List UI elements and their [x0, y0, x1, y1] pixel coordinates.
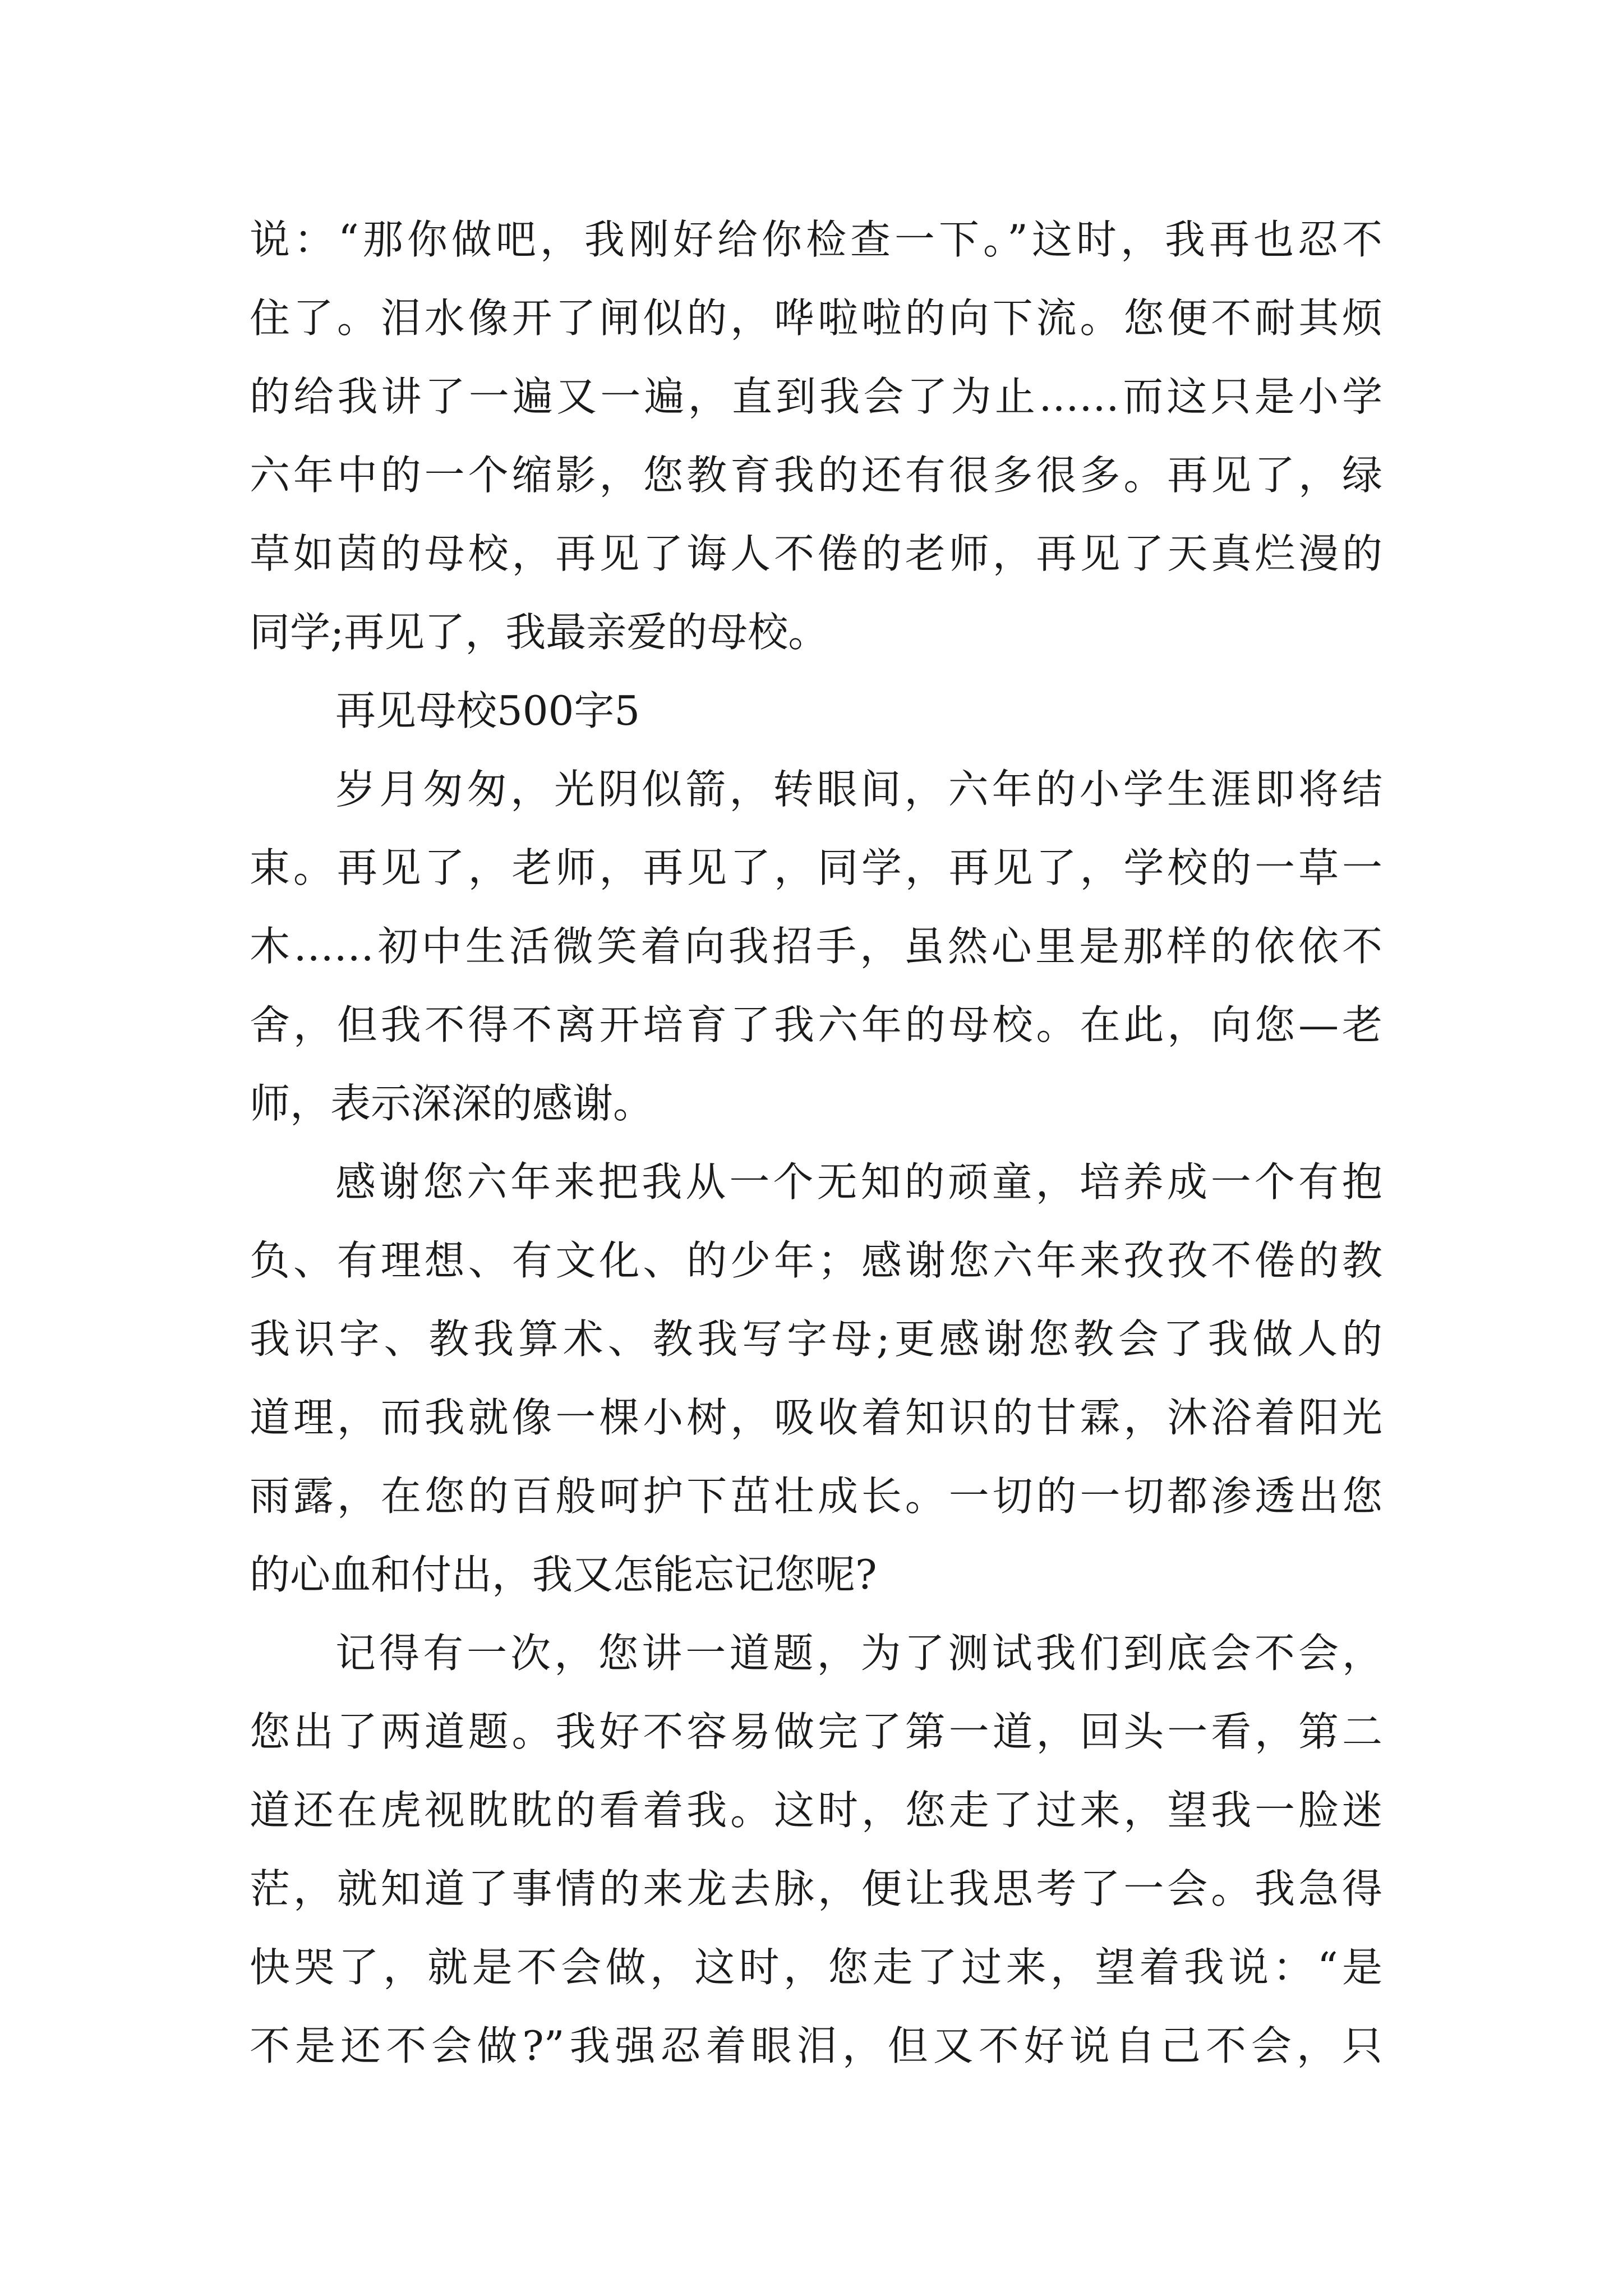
text-line-17: 雨露，在您的百般呵护下茁壮成长。一切的一切都渗透出您: [250, 1473, 1382, 1520]
text-line-12: 师，表示深深的感谢。: [250, 1080, 654, 1127]
text-line-6: 同学;再见了，我最亲爱的母校。: [250, 609, 829, 656]
text-line-13: 感谢您六年来把我从一个无知的顽童，培养成一个有抱: [335, 1158, 1382, 1205]
text-line-22: 茫，就知道了事情的来龙去脉，便让我思考了一会。我急得: [250, 1865, 1382, 1912]
text-line-19: 记得有一次，您讲一道题，为了测试我们到底会不会，: [335, 1630, 1382, 1677]
text-line-18: 的心血和付出，我又怎能忘记您呢?: [250, 1551, 877, 1598]
text-line-16: 道理，而我就像一棵小树，吸收着知识的甘霖，沐浴着阳光: [250, 1394, 1382, 1441]
text-line-23: 快哭了，就是不会做，这时，您走了过来，望着我说：“是: [250, 1944, 1382, 1991]
text-line-3: 的给我讲了一遍又一遍，直到我会了为止……而这只是小学: [250, 373, 1382, 420]
text-line-11: 舍，但我不得不离开培育了我六年的母校。在此，向您—老: [250, 1001, 1382, 1048]
text-line-15: 我识字、教我算术、教我写字母;更感谢您教会了我做人的: [250, 1315, 1382, 1363]
text-line-20: 您出了两道题。我好不容易做完了第一道，回头一看，第二: [250, 1708, 1382, 1755]
text-line-21: 道还在虎视眈眈的看着我。这时，您走了过来，望我一脸迷: [250, 1787, 1382, 1834]
text-line-14: 负、有理想、有文化、的少年；感谢您六年来孜孜不倦的教: [250, 1237, 1382, 1284]
text-line-9: 束。再见了，老师，再见了，同学，再见了，学校的一草一: [250, 844, 1382, 891]
section-heading: 再见母校500字5: [335, 687, 640, 734]
text-line-1: 说：“那你做吧，我刚好给你检查一下。”这时，我再也忍不: [250, 216, 1382, 263]
text-line-2: 住了。泪水像开了闸似的，哗啦啦的向下流。您便不耐其烦: [250, 295, 1382, 342]
text-line-5: 草如茵的母校，再见了诲人不倦的老师，再见了天真烂漫的: [250, 530, 1382, 577]
text-line-10: 木……初中生活微笑着向我招手，虽然心里是那样的依依不: [250, 923, 1382, 970]
text-line-8: 岁月匆匆，光阴似箭，转眼间，六年的小学生涯即将结: [335, 766, 1382, 813]
text-line-24: 不是还不会做?”我强忍着眼泪，但又不好说自己不会，只: [250, 2022, 1382, 2069]
text-line-4: 六年中的一个缩影，您教育我的还有很多很多。再见了，绿: [250, 452, 1382, 499]
